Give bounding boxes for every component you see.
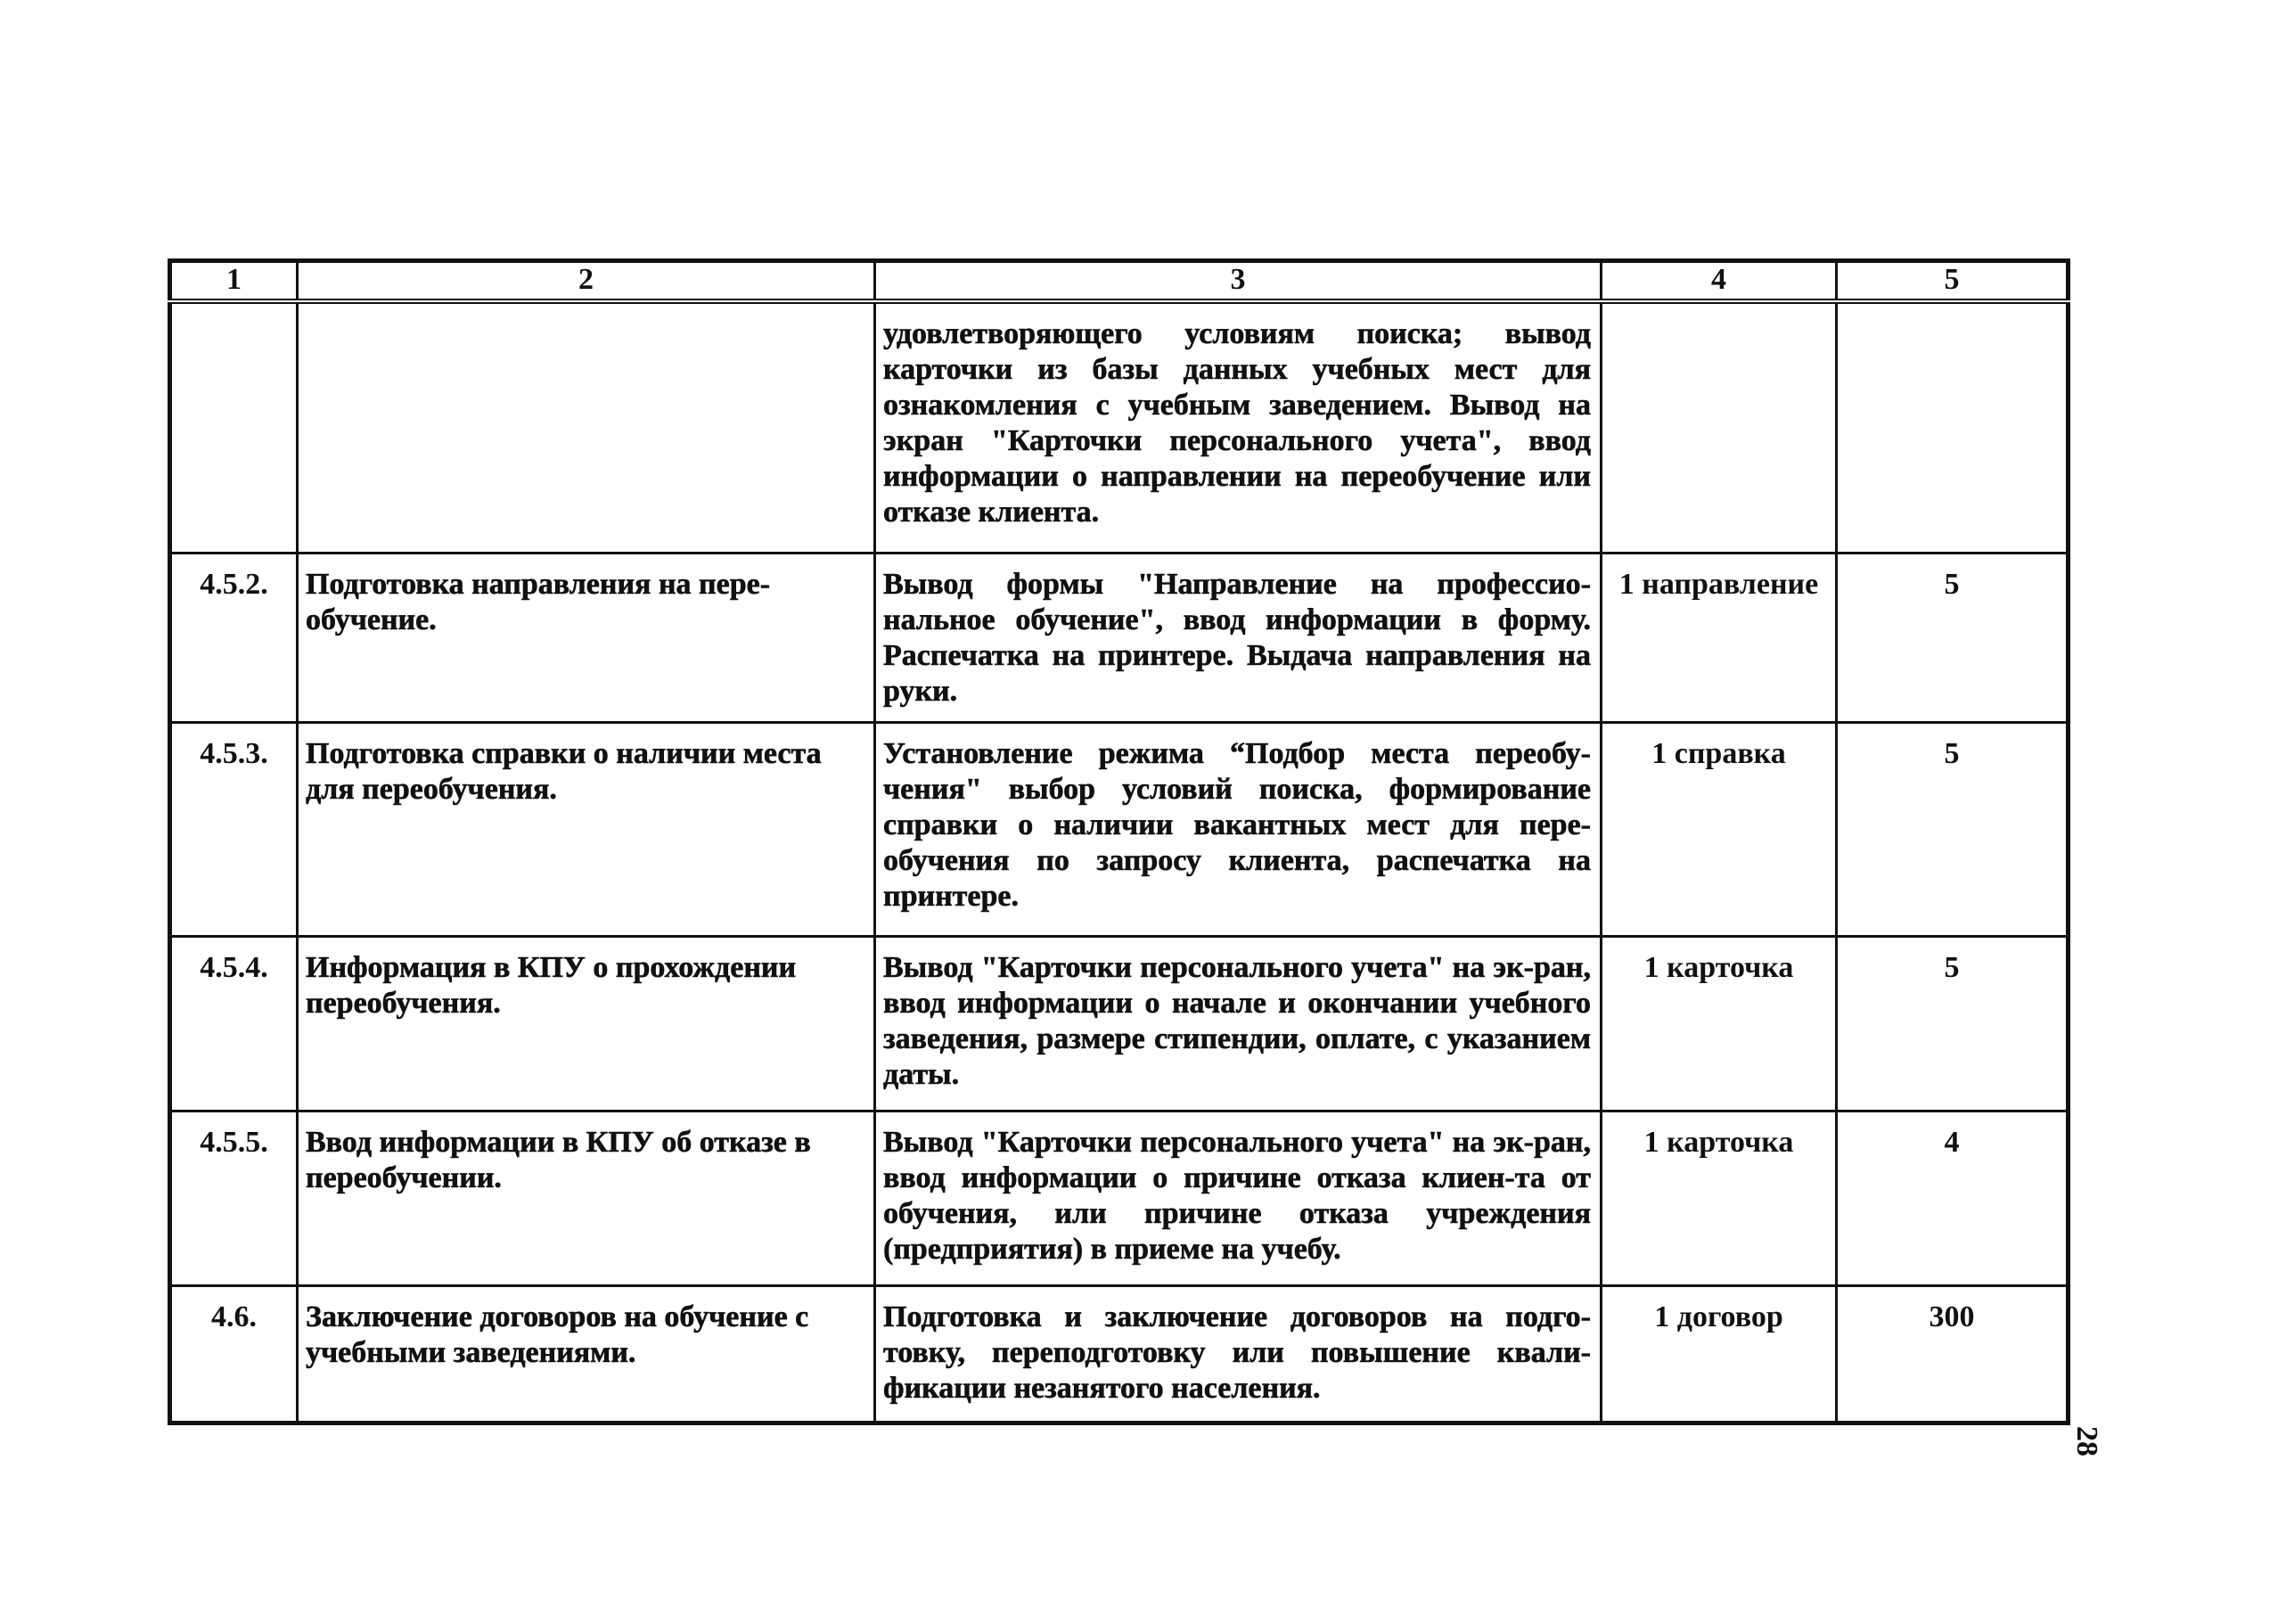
unit-cell: 1 справка (1602, 722, 1837, 936)
table-row (170, 936, 2069, 1111)
column-header-3: 3 (875, 261, 1602, 302)
table-row (170, 722, 2069, 936)
row-number-cell: 4.5.3. (170, 722, 298, 936)
header-row (170, 261, 2069, 302)
operation-description-cell: удовлетворяющего условиям поиска; вывод карточки из базы данных учебных мест для ознакомления с учебным заведением. Вывод на экран "Карточки персонального учета", ввод информации о направлении на переобучение или отказе клиента. (875, 301, 1602, 553)
operation-description-cell: Подготовка и заключение договоров на подго-товку, переподготовку или повышение квали-фикации незанятого населения. (875, 1285, 1602, 1423)
unit-cell (1602, 301, 1837, 553)
operation-description-cell: Установление режима “Подбор места переобу-чения" выбор условий поиска, формирование справки о наличии вакантных мест для пере-обучения по запросу клиента, распечатка на принтере. (875, 722, 1602, 936)
norm-cell: 5 (1837, 553, 2069, 722)
operation-name-cell: Подготовка направления на пере-обучение. (298, 553, 875, 722)
table-row (170, 553, 2069, 722)
column-header-1: 1 (170, 261, 298, 302)
table-row (170, 301, 2069, 553)
operation-name-cell: Информация в КПУ о прохождении переобучения. (298, 936, 875, 1111)
unit-cell: 1 карточка (1602, 1111, 1837, 1285)
unit-cell: 1 направление (1602, 553, 1837, 722)
column-header-2: 2 (298, 261, 875, 302)
norm-cell: 300 (1837, 1285, 2069, 1423)
operation-name-cell: Подготовка справки о наличии места для переобучения. (298, 722, 875, 936)
norm-cell (1837, 301, 2069, 553)
row-number-cell: 4.5.5. (170, 1111, 298, 1285)
row-number-cell: 4.5.4. (170, 936, 298, 1111)
row-number-cell: 4.6. (170, 1285, 298, 1423)
operation-description-cell: Вывод "Карточки персонального учета" на эк-ран, ввод информации о начале и окончании учебного заведения, размере стипендии, оплате, с указанием даты. (875, 936, 1602, 1111)
norm-cell: 4 (1837, 1111, 2069, 1285)
norms-table (168, 258, 2070, 1425)
row-number-cell (170, 301, 298, 553)
operation-description-cell: Вывод формы "Направление на профессио-нальное обучение", ввод информации в форму. Распечатка на принтере. Выдача направления на руки. (875, 553, 1602, 722)
unit-cell: 1 договор (1602, 1285, 1837, 1423)
operation-name-cell: Ввод информации в КПУ об отказе в переобучении. (298, 1111, 875, 1285)
table-row (170, 1111, 2069, 1285)
norm-cell: 5 (1837, 936, 2069, 1111)
operation-description-cell: Вывод "Карточки персонального учета" на эк-ран, ввод информации о причине отказа клиен-та от обучения, или причине отказа учреждения (предприятия) в приеме на учебу. (875, 1111, 1602, 1285)
column-header-4: 4 (1602, 261, 1837, 302)
norm-cell: 5 (1837, 722, 2069, 936)
page-number: 28 (2070, 1426, 2103, 1456)
unit-cell: 1 карточка (1602, 936, 1837, 1111)
operation-name-cell: Заключение договоров на обучение с учебными заведениями. (298, 1285, 875, 1423)
row-number-cell: 4.5.2. (170, 553, 298, 722)
table-row (170, 1285, 2069, 1423)
operation-name-cell (298, 301, 875, 553)
column-header-5: 5 (1837, 261, 2069, 302)
